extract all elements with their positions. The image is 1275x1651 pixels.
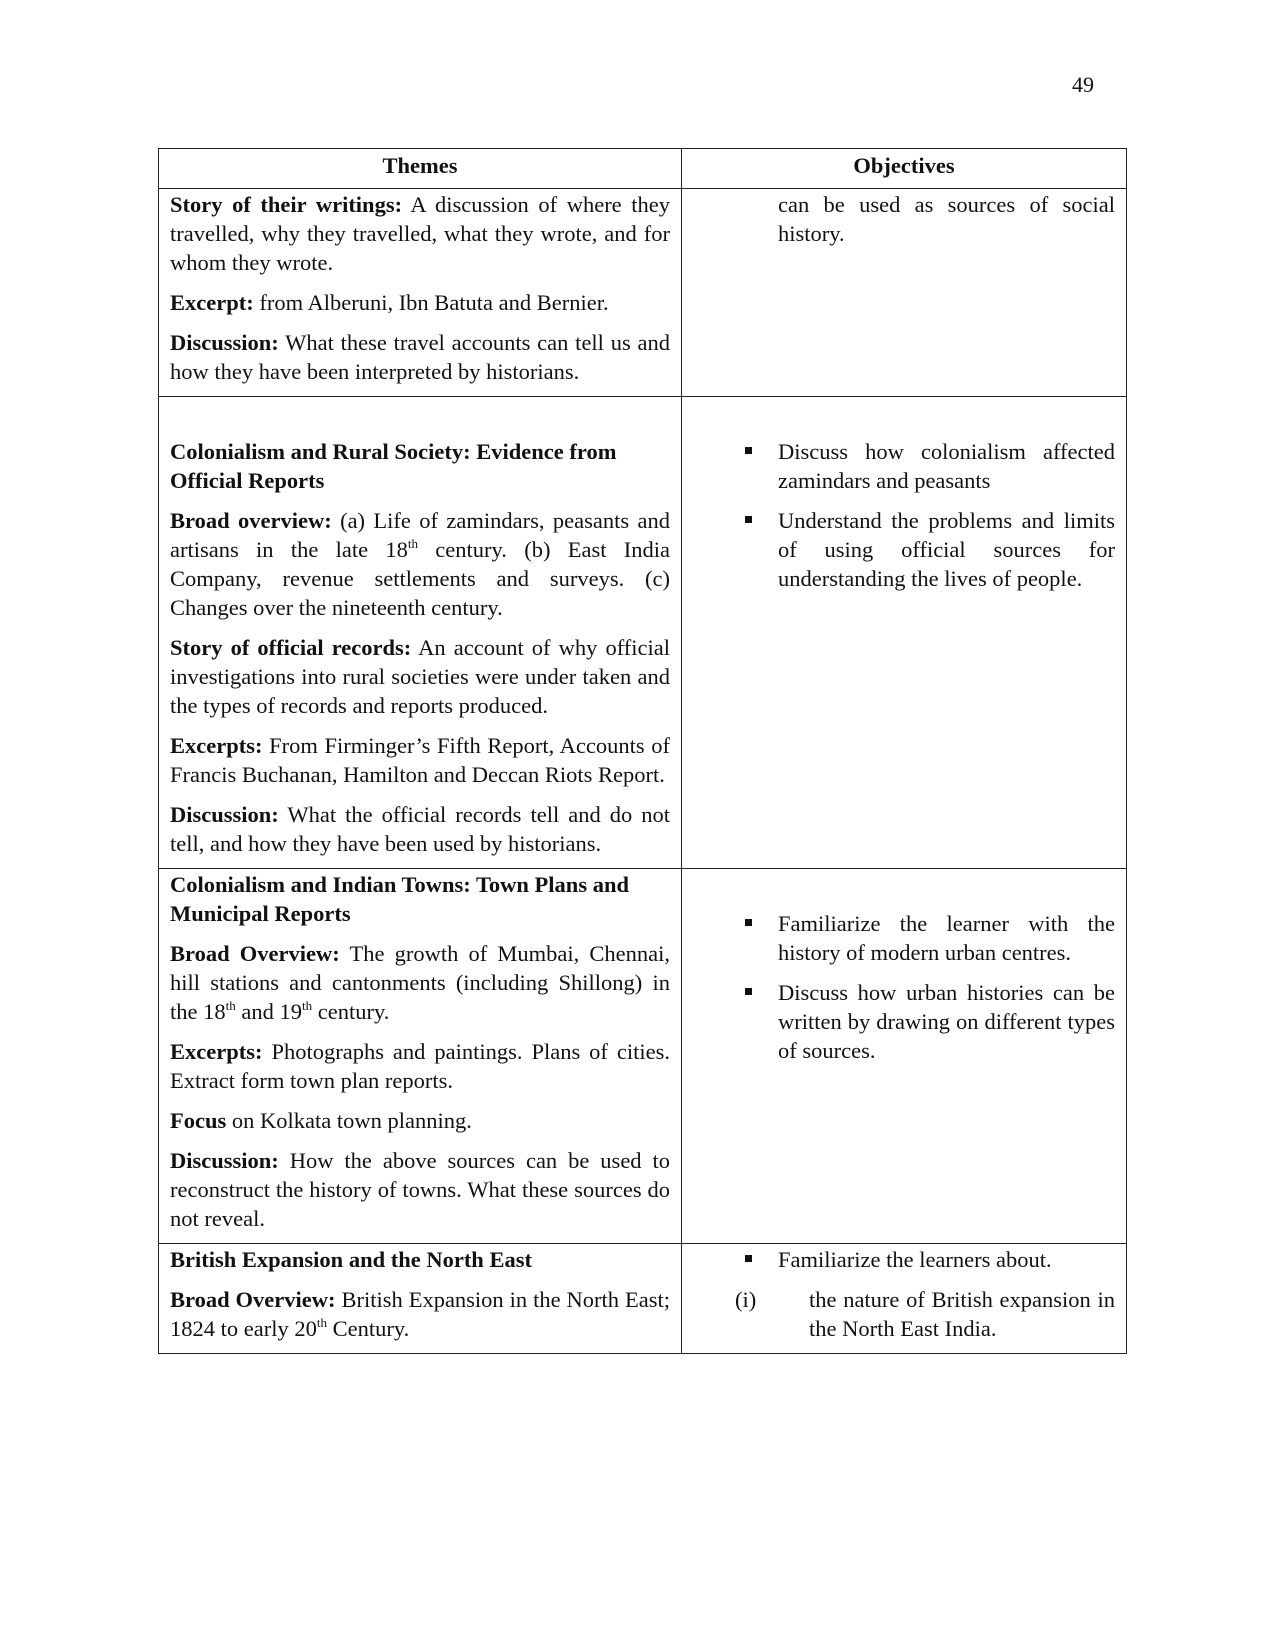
paragraph-text: century. xyxy=(312,999,390,1024)
column-header-themes: Themes xyxy=(159,149,682,189)
table-row xyxy=(159,1244,1127,1354)
paragraph-text: What these travel accounts can tell us and how they have been interpreted by historians. xyxy=(170,330,670,384)
paragraph xyxy=(170,1106,670,1135)
label-discussion: Discussion: xyxy=(170,802,279,827)
list-item xyxy=(693,978,1115,1065)
objectives-cell xyxy=(682,869,1127,1244)
paragraph xyxy=(170,328,670,386)
objectives-cell xyxy=(682,189,1127,397)
table-header-row xyxy=(159,149,1127,189)
label-broad-overview: Broad overview: xyxy=(170,508,332,533)
list-item xyxy=(693,909,1115,967)
syllabus-table xyxy=(158,148,1127,1354)
paragraph xyxy=(170,731,670,789)
paragraph-text: A discussion of where they travelled, why they travelled, what they wrote, and for whom they wrote. xyxy=(170,192,670,275)
objective-list xyxy=(693,437,1115,593)
objective-text: Discuss how colonialism affected zamindars and peasants xyxy=(778,439,1115,493)
superscript: th xyxy=(225,998,236,1013)
label-excerpts: Excerpts: xyxy=(170,1039,263,1064)
objective-text: Familiarize the learners about. xyxy=(778,1247,1052,1272)
paragraph-text: from Alberuni, Ibn Batuta and Bernier. xyxy=(253,290,609,315)
paragraph-text: Century. xyxy=(326,1316,410,1341)
label-broad-overview: Broad Overview: xyxy=(170,1287,336,1312)
square-bullet-icon xyxy=(745,1255,752,1262)
paragraph-text: From Firminger’s Fifth Report, Accounts of Francis Buchanan, Hamilton and Deccan Riots Report. xyxy=(170,733,670,787)
objectives-cell xyxy=(682,1244,1127,1354)
table-row xyxy=(159,397,1127,869)
themes-cell xyxy=(159,1244,682,1354)
paragraph-text: Photographs and paintings. Plans of cities. Extract form town plan reports. xyxy=(170,1039,670,1093)
list-item xyxy=(693,437,1115,495)
label-broad-overview: Broad Overview: xyxy=(170,941,340,966)
column-header-objectives: Objectives xyxy=(682,149,1127,189)
label-story-of-records: Story of official records: xyxy=(170,635,412,660)
label-story-of-writings: Story of their writings: xyxy=(170,192,403,217)
paragraph-text: on Kolkata town planning. xyxy=(226,1108,472,1133)
superscript: th xyxy=(407,536,418,551)
list-item xyxy=(693,1285,1115,1343)
page-number: 49 xyxy=(1072,72,1094,97)
objective-text: Discuss how urban histories can be written by drawing on different types of sources. xyxy=(778,980,1115,1063)
theme-title: British Expansion and the North East xyxy=(170,1247,532,1272)
square-bullet-icon xyxy=(745,516,752,523)
objective-sublist xyxy=(693,1285,1115,1343)
list-number: (i) xyxy=(735,1287,757,1312)
paragraph xyxy=(170,288,670,317)
paragraph-text: The growth of Mumbai, Chennai, hill stations and cantonments (including Shillong) in the 18 xyxy=(170,941,670,1024)
objective-list xyxy=(693,1245,1115,1274)
label-discussion: Discussion: xyxy=(170,330,279,355)
square-bullet-icon xyxy=(745,988,752,995)
paragraph xyxy=(170,1037,670,1095)
paragraph xyxy=(170,800,670,858)
objective-continuation: can be used as sources of social history. xyxy=(778,192,1115,246)
paragraph-text: What the official records tell and do not tell, and how they have been used by historians. xyxy=(170,802,670,856)
paragraph-text: How the above sources can be used to reconstruct the history of towns. What these sources do not reveal. xyxy=(170,1148,670,1231)
square-bullet-icon xyxy=(745,447,752,454)
paragraph xyxy=(170,633,670,720)
themes-cell xyxy=(159,869,682,1244)
paragraph xyxy=(170,1146,670,1233)
objectives-cell xyxy=(682,397,1127,869)
list-item xyxy=(693,1245,1115,1274)
paragraph xyxy=(170,190,670,277)
paragraph-text: British Expansion in the North East; 1824 to early 20 xyxy=(170,1287,670,1341)
paragraph xyxy=(170,939,670,1026)
objective-text: Understand the problems and limits of using official sources for understanding the lives of people. xyxy=(778,508,1115,591)
paragraph-text: century. (b) East India Company, revenue settlements and surveys. (c) Changes over the nineteenth century. xyxy=(170,537,670,620)
table-row xyxy=(159,869,1127,1244)
list-item xyxy=(693,506,1115,593)
themes-cell xyxy=(159,189,682,397)
superscript: th xyxy=(302,998,313,1013)
table-row xyxy=(159,189,1127,397)
label-discussion: Discussion: xyxy=(170,1148,279,1173)
theme-title: Colonialism and Indian Towns: Town Plans and Municipal Reports xyxy=(170,872,629,926)
theme-title: Colonialism and Rural Society: Evidence from Official Reports xyxy=(170,439,617,493)
paragraph xyxy=(170,506,670,622)
label-focus: Focus xyxy=(170,1108,227,1133)
objective-list xyxy=(693,909,1115,1065)
label-excerpt: Excerpt: xyxy=(170,290,254,315)
paragraph-text: An account of why official investigations into rural societies were under taken and the types of records and reports produced. xyxy=(170,635,671,718)
square-bullet-icon xyxy=(745,919,752,926)
paragraph-text: and 19 xyxy=(235,999,302,1024)
themes-cell xyxy=(159,397,682,869)
label-excerpts: Excerpts: xyxy=(170,733,263,758)
superscript: th xyxy=(316,1315,327,1330)
paragraph xyxy=(170,1285,670,1343)
paragraph-text: (a) Life of zamindars, peasants and artisans in the late 18 xyxy=(170,508,670,562)
objective-text: Familiarize the learner with the history of modern urban centres. xyxy=(778,911,1115,965)
objective-text: the nature of British expansion in the North East India. xyxy=(809,1287,1115,1341)
